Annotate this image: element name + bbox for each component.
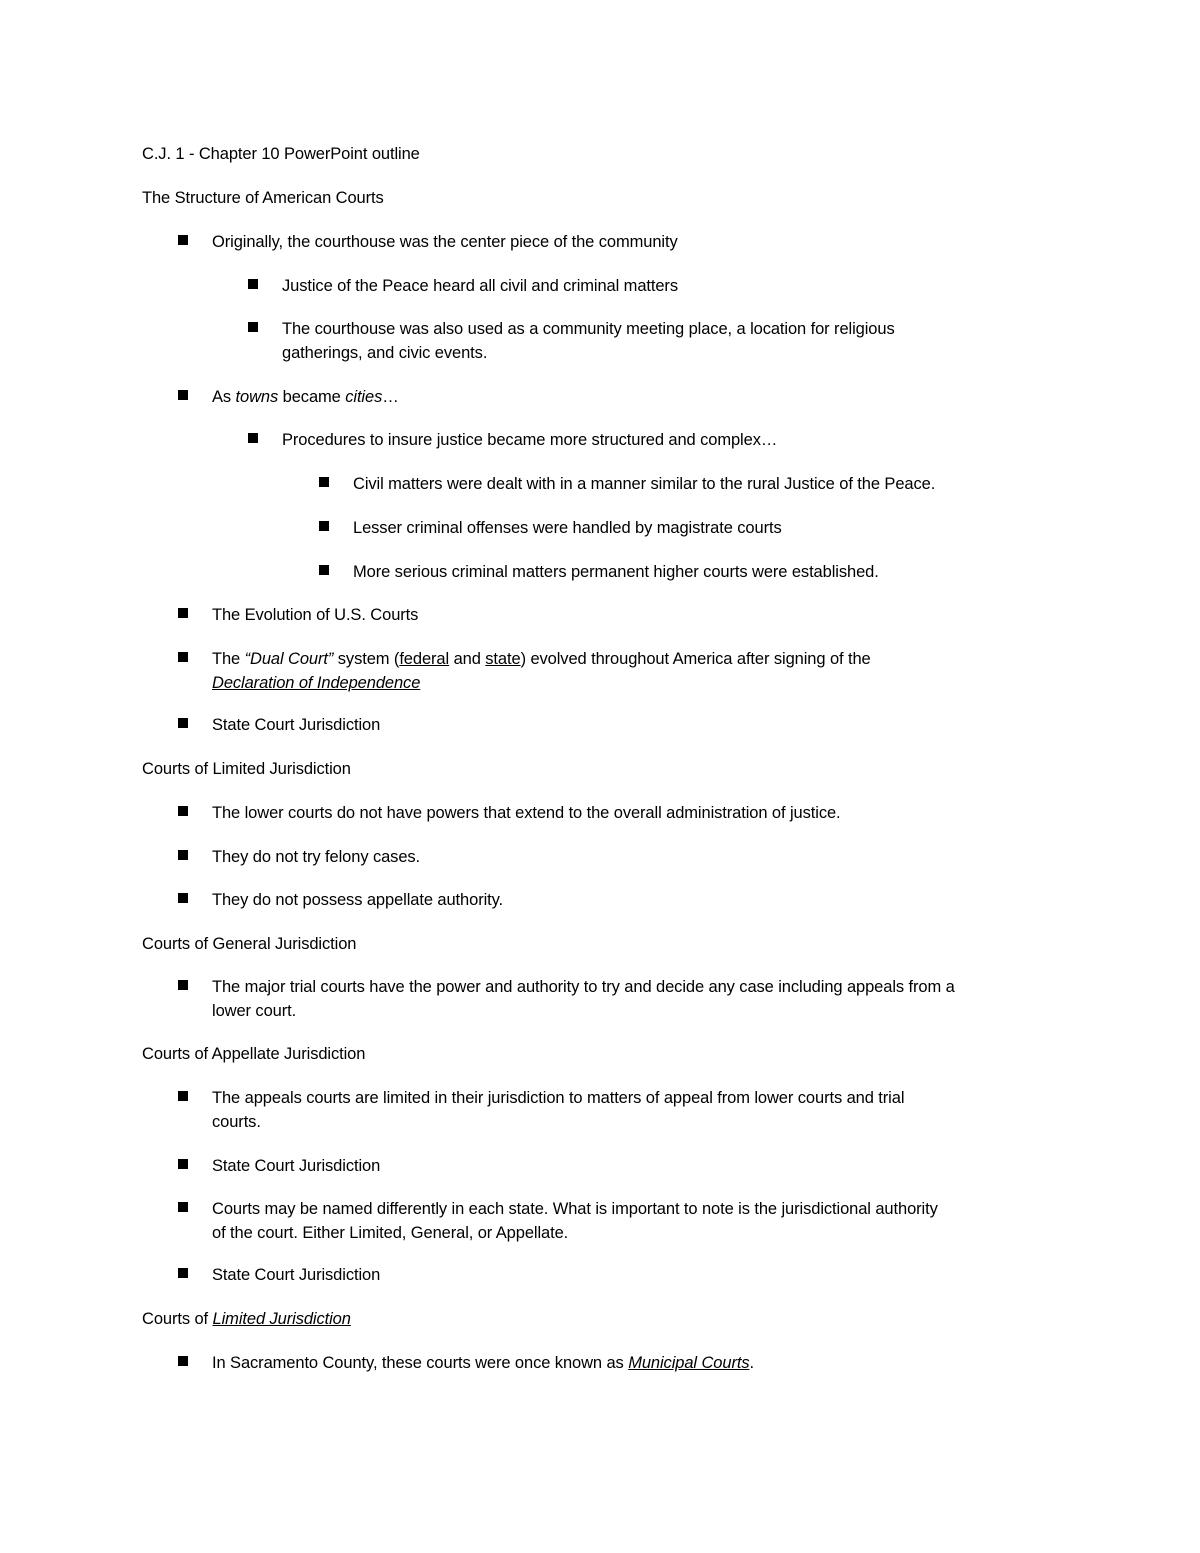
municipal-courts-link (628, 1354, 749, 1372)
list-item: State Court Jurisdiction (212, 716, 381, 734)
text-fragment: As (212, 388, 232, 406)
list-item-line: The major trial courts have the power and authority to try and decide any case including appeals from a (212, 978, 955, 996)
bullet-square-icon (178, 718, 188, 728)
bullet-square-icon (178, 608, 188, 618)
list-item-line: The appeals courts are limited in their jurisdiction to matters of appeal from lower courts and trial (212, 1089, 905, 1107)
bullet-square-icon (319, 565, 329, 575)
list-item: State Court Jurisdiction (212, 1157, 381, 1175)
declaration-text: Declaration of Independence (212, 674, 421, 692)
list-item: The lower courts do not have powers that extend to the overall administration of justice. (212, 804, 841, 822)
text-fragment: ) evolved throughout America after signing of the (520, 650, 871, 668)
bullet-square-icon (178, 850, 188, 860)
emphasis-text: “Dual Court” (244, 650, 334, 668)
text-fragment: and (453, 650, 481, 668)
bullet-square-icon (178, 390, 188, 400)
list-item: Lesser criminal offenses were handled by magistrate courts (353, 519, 782, 537)
bullet-square-icon (178, 893, 188, 903)
section-heading-structure: The Structure of American Courts (142, 189, 384, 207)
list-item: The Evolution of U.S. Courts (212, 606, 419, 624)
municipal-courts-text: Municipal Courts (628, 1354, 750, 1372)
bullet-square-icon (178, 980, 188, 990)
text-fragment: . (749, 1354, 754, 1372)
bullet-square-icon (178, 806, 188, 816)
bullet-square-icon (319, 477, 329, 487)
bullet-square-icon (319, 521, 329, 531)
limited-jurisdiction-link (213, 1310, 351, 1328)
text-fragment: The (212, 650, 241, 668)
list-item-line (212, 671, 420, 695)
list-item-line (212, 647, 871, 671)
limited-jurisdiction-text: Limited Jurisdiction (212, 1310, 351, 1328)
emphasis-text: cities (345, 388, 383, 406)
bullet-square-icon (178, 1091, 188, 1101)
underlined-text: federal (399, 650, 450, 668)
text-fragment: Courts of (142, 1310, 209, 1328)
list-item: Justice of the Peace heard all civil and criminal matters (282, 277, 678, 295)
bullet-square-icon (248, 322, 258, 332)
list-item: They do not possess appellate authority. (212, 891, 504, 909)
list-item: More serious criminal matters permanent higher courts were established. (353, 563, 879, 581)
bullet-square-icon (178, 1159, 188, 1169)
list-item: State Court Jurisdiction (212, 1266, 381, 1284)
list-item-line: gatherings, and civic events. (282, 344, 488, 362)
document-title: C.J. 1 - Chapter 10 PowerPoint outline (142, 145, 420, 163)
list-item (212, 385, 399, 409)
list-item: Procedures to insure justice became more structured and complex… (282, 431, 778, 449)
bullet-square-icon (248, 279, 258, 289)
bullet-square-icon (248, 433, 258, 443)
bullet-square-icon (178, 1268, 188, 1278)
bullet-square-icon (178, 652, 188, 662)
list-item: They do not try felony cases. (212, 848, 421, 866)
text-fragment: system ( (337, 650, 400, 668)
list-item-line: Courts may be named differently in each state. What is important to note is the jurisdictional authority (212, 1200, 938, 1218)
section-heading-limited: Courts of Limited Jurisdiction (142, 760, 351, 778)
text-fragment: became (282, 388, 341, 406)
list-item (212, 1351, 754, 1375)
list-item: Originally, the courthouse was the center piece of the community (212, 233, 678, 251)
list-item: Civil matters were dealt with in a manner similar to the rural Justice of the Peace. (353, 475, 936, 493)
section-heading-limited-2 (142, 1307, 351, 1331)
list-item-line: lower court. (212, 1002, 297, 1020)
emphasis-text: towns (235, 388, 279, 406)
text-fragment: In Sacramento County, these courts were once known as (212, 1354, 624, 1372)
text-fragment: … (382, 388, 399, 406)
section-heading-general: Courts of General Jurisdiction (142, 935, 357, 953)
list-item-line: courts. (212, 1113, 261, 1131)
bullet-square-icon (178, 1356, 188, 1366)
list-item-line: The courthouse was also used as a community meeting place, a location for religious (282, 320, 895, 338)
section-heading-appellate: Courts of Appellate Jurisdiction (142, 1045, 366, 1063)
bullet-square-icon (178, 235, 188, 245)
list-item-line: of the court. Either Limited, General, or Appellate. (212, 1224, 569, 1242)
bullet-square-icon (178, 1202, 188, 1212)
underlined-text: state (485, 650, 521, 668)
declaration-link (212, 674, 420, 692)
